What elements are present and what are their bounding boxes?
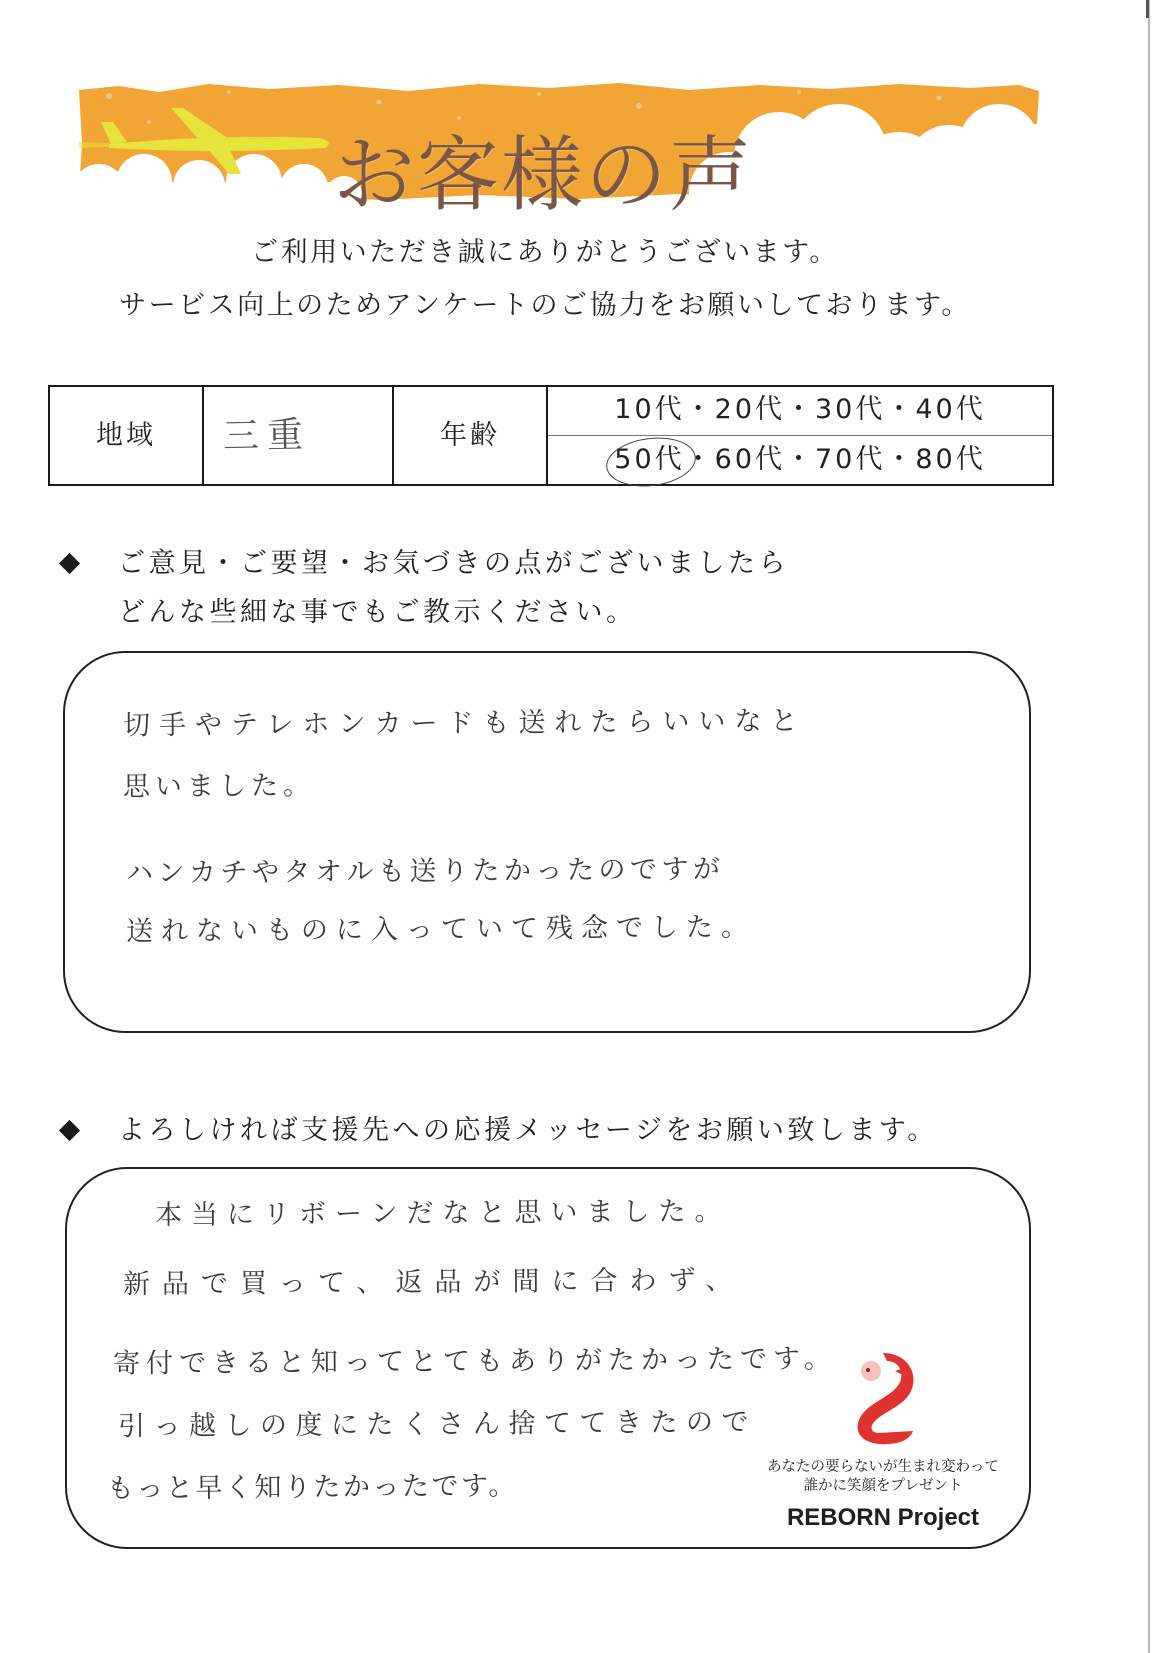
- age-separator: ・: [785, 394, 815, 425]
- subtitle-line: サービス向上のためアンケートのご協力をお願いしております。: [119, 290, 971, 321]
- diamond-icon: [59, 553, 80, 574]
- message-prompt-line: よろしければ支援先への応援メッセージをお願い致します。: [118, 1115, 938, 1146]
- age-label: 年齢: [394, 387, 548, 484]
- feedback-prompt-line: どんな些細な事でもご教示ください。: [118, 597, 637, 628]
- answer-line: 引っ越しの度にたくさん捨ててきたので: [117, 1406, 758, 1443]
- age-option: 50代: [614, 436, 684, 484]
- age-option: 80代: [915, 444, 986, 475]
- age-option: 70代: [815, 444, 886, 475]
- answer-line: 新品で買って、返品が間に合わず、: [122, 1264, 745, 1301]
- age-option: 30代: [815, 394, 886, 425]
- age-row: [548, 436, 1052, 484]
- logo-tagline: 誰かに笑顔をプレゼント: [803, 1478, 963, 1494]
- answer-line: 本当にリボーンだなと思いました。: [154, 1195, 731, 1232]
- diamond-icon: [59, 1120, 80, 1141]
- logo-name: REBORN Project: [786, 1504, 980, 1531]
- age-separator: ・: [684, 394, 715, 425]
- answer-line: 送れないものに入っていて残念でした。: [125, 911, 757, 948]
- age-option: 10代: [614, 394, 685, 425]
- subtitle-line: ご利用いただき誠にありがとうございます。: [251, 237, 839, 268]
- age-option: 40代: [915, 394, 986, 425]
- region-value-cell: [204, 387, 394, 484]
- answer-line: もっと早く知りたかったです。: [106, 1470, 518, 1505]
- age-option: 20代: [714, 394, 785, 425]
- region-label: 地域: [50, 387, 204, 484]
- scan-edge-line: [1148, 0, 1150, 1653]
- feedback-prompt-line: ご意見・ご要望・お気づきの点がございましたら: [118, 548, 789, 579]
- age-separator: ・: [885, 444, 916, 475]
- age-separator: ・: [684, 444, 715, 475]
- answer-line: ハンカチやタオルも送りたかったのですが: [125, 853, 725, 890]
- answer-line: 切手やテレホンカードも送れたらいいなと: [122, 705, 807, 742]
- page-title: お客様の声: [332, 128, 753, 223]
- reborn-swirl-icon: [849, 1349, 919, 1447]
- logo-eye-shape: [866, 1368, 870, 1372]
- age-separator: ・: [785, 444, 815, 475]
- region-value: 三重: [222, 414, 312, 458]
- answer-line: 思いました。: [122, 770, 316, 803]
- logo-tagline: あなたの要らないが生まれ変わって: [767, 1459, 999, 1475]
- age-option: 60代: [714, 444, 785, 475]
- age-options-cell: [548, 387, 1052, 484]
- age-separator: ・: [885, 394, 916, 425]
- logo-face-shape: [861, 1361, 881, 1381]
- scan-corner-mark: [1146, 0, 1149, 18]
- answer-line: 寄付できると知ってとてもありがたかったです。: [112, 1343, 837, 1380]
- feedback-answer-box: [63, 651, 1031, 1033]
- age-row: [548, 387, 1052, 436]
- info-table: [48, 385, 1054, 486]
